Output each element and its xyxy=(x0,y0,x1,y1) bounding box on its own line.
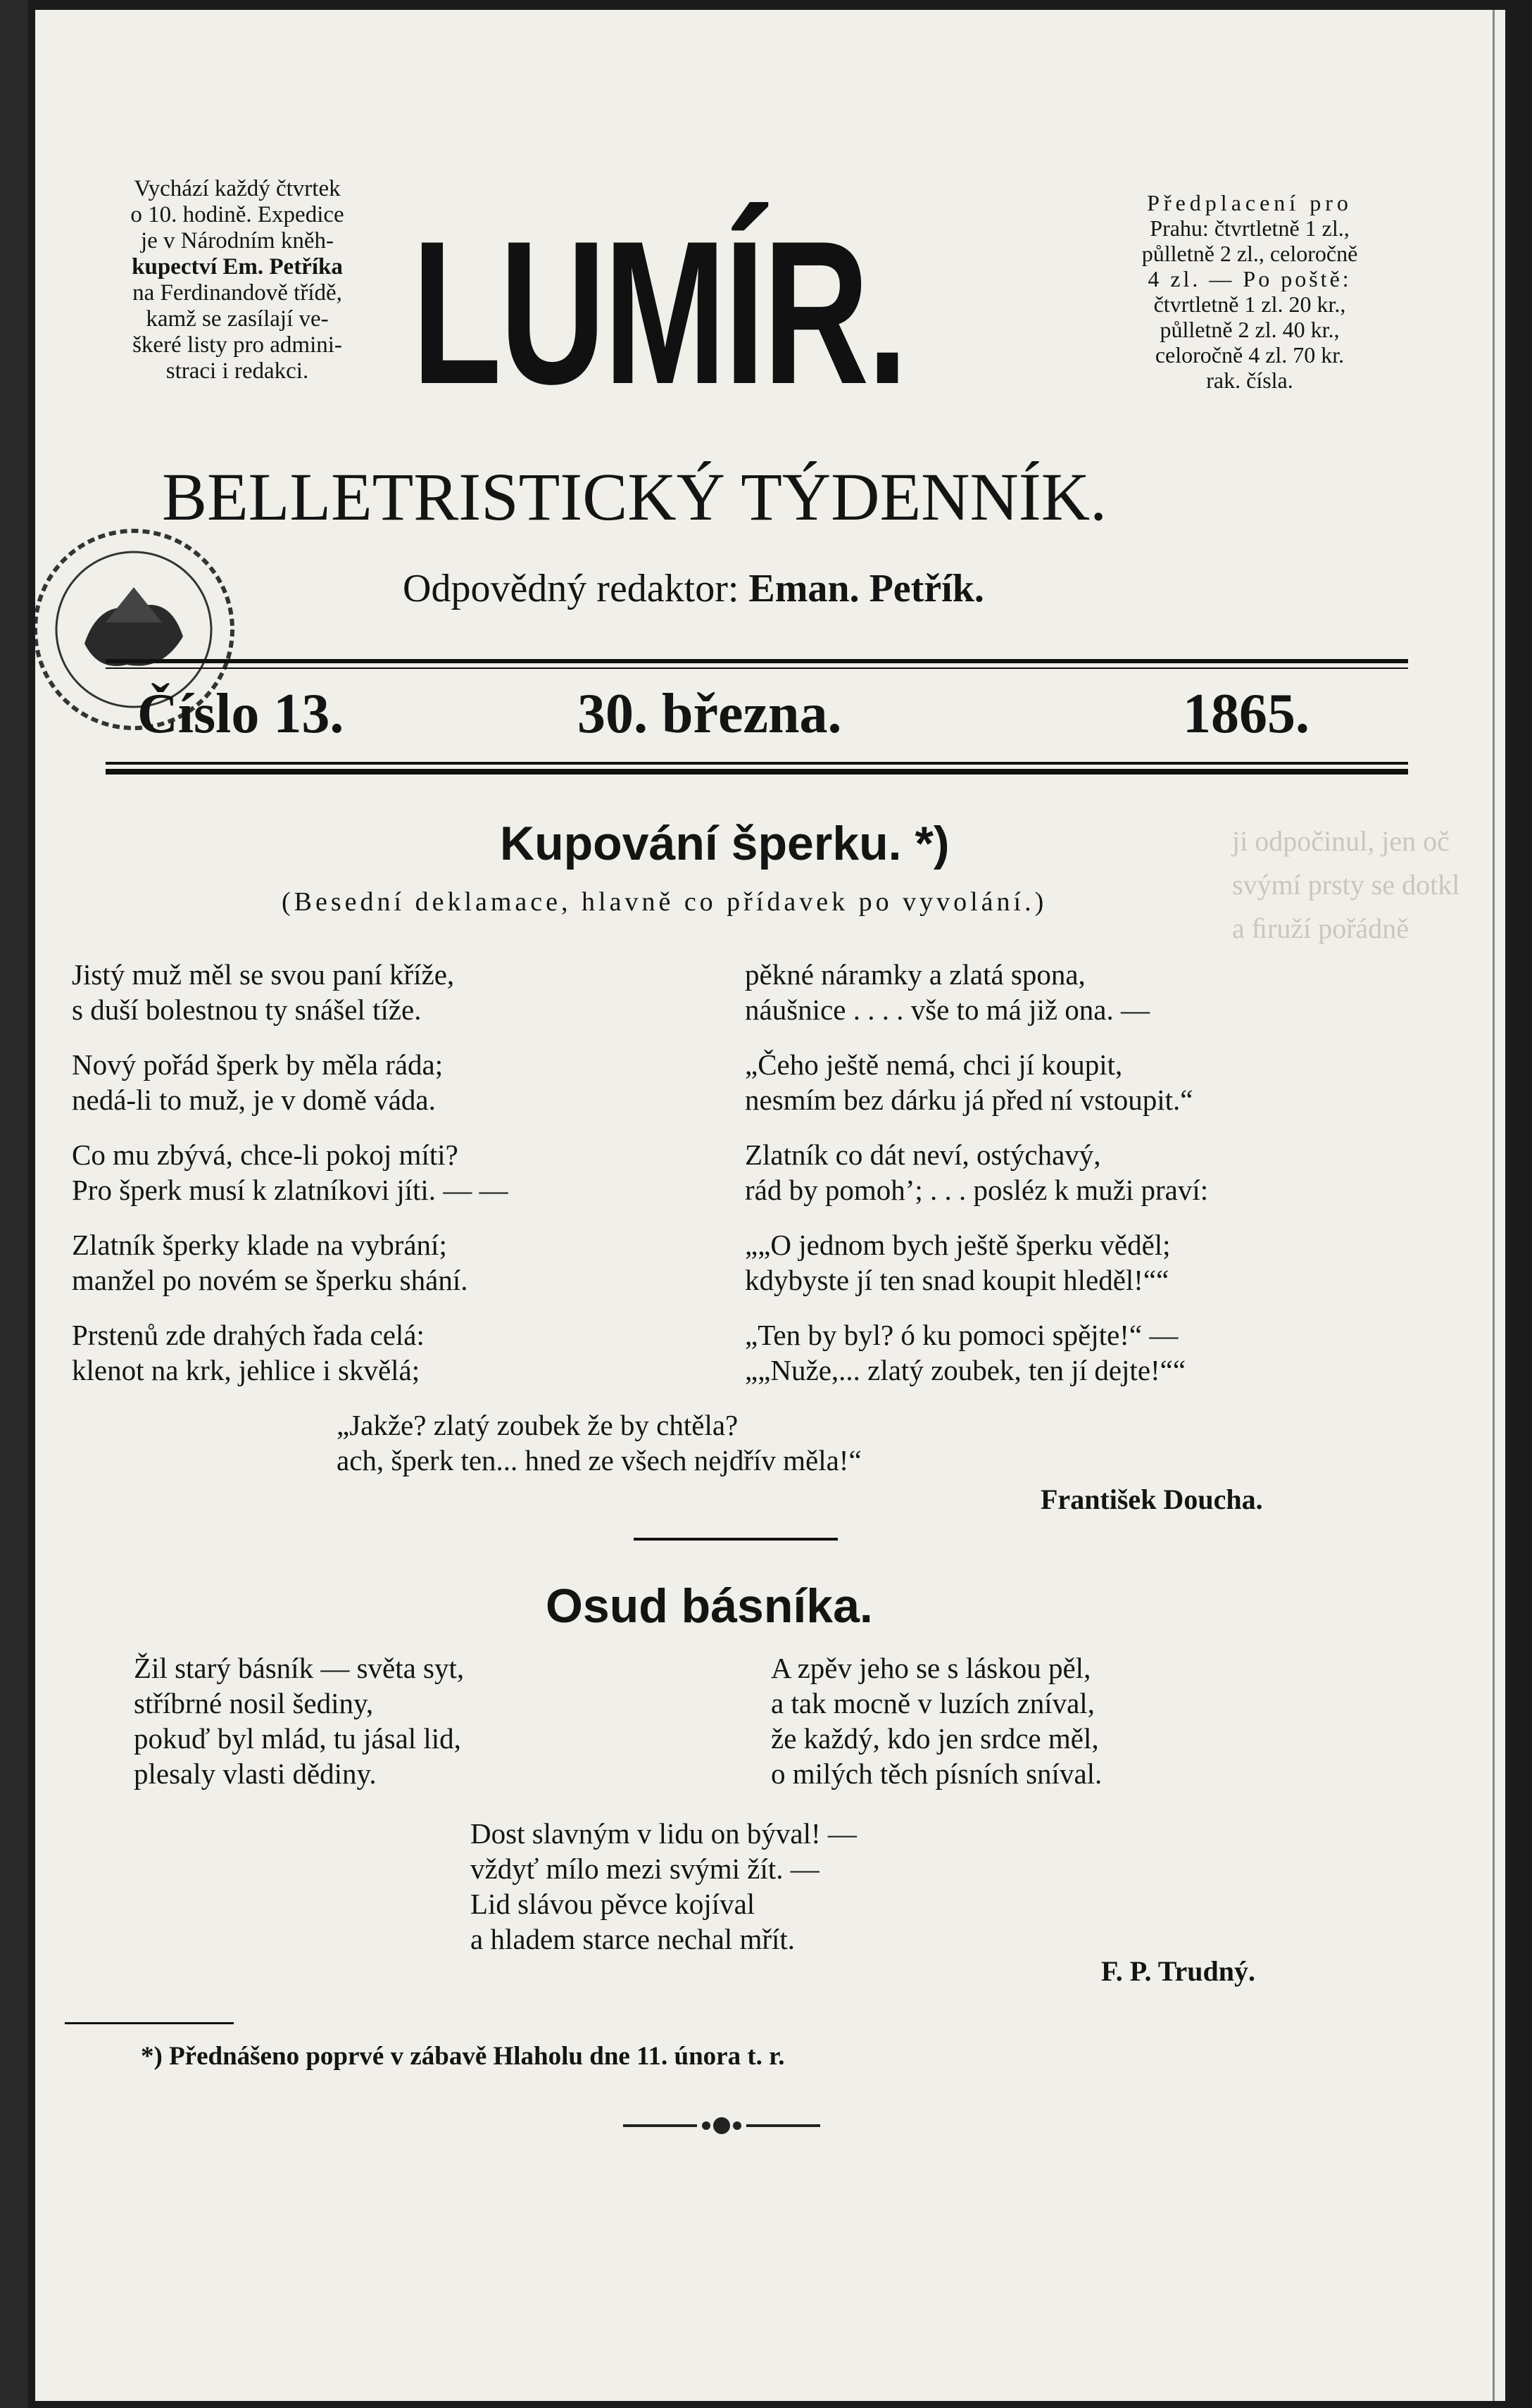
closing-line: ach, šperk ten... hned ze všech nejdřív měla!“ xyxy=(337,1444,862,1476)
info-line: čtvrtletně 1 zl. 20 kr., xyxy=(1153,291,1346,317)
info-line: o 10. hodině. Expedice xyxy=(130,202,344,227)
info-line: škeré listy pro admini- xyxy=(132,332,342,358)
section-divider xyxy=(634,1538,838,1541)
poem1-subtitle: (Besední deklamace, hlavně co přídavek po vyvolání.) xyxy=(282,887,1048,917)
info-line: straci i redakci. xyxy=(165,358,309,384)
verse-line: stříbrné nosil šediny, xyxy=(134,1687,374,1719)
poem2-center-stanza xyxy=(470,1816,857,1957)
info-line: na Ferdinandově třídě, xyxy=(132,280,342,306)
closing-line: „Jakže? zlatý zoubek že by chtěla? xyxy=(337,1409,739,1441)
newspaper-subtitle: BELLETRISTICKÝ TÝDENNÍK. xyxy=(162,459,1107,534)
bleed-through-text: ji odpočinul, jen oč svýmí prsty se dotkl a ﬁruží pořádně xyxy=(1232,825,1460,944)
editor-line xyxy=(403,566,984,611)
info-line: půlletně 2 zl., celoročně xyxy=(1141,241,1358,266)
info-line: rak. čísla. xyxy=(1206,368,1293,393)
subscription-info xyxy=(1077,190,1422,393)
masthead-title: LUMÍR. xyxy=(412,199,906,427)
info-line: celoročně 4 zl. 70 kr. xyxy=(1155,342,1345,368)
divider-bottom xyxy=(106,762,1408,765)
info-line: kupectví Em. Petříka xyxy=(132,254,343,280)
poem1-left-column xyxy=(72,957,508,1407)
stanza: Nový pořád šperk by měla ráda; nedá-li to muž, je v domě váda. xyxy=(72,1048,444,1116)
scan-border xyxy=(0,0,28,2408)
verse-line: že každý, kdo jen srdce měl, xyxy=(771,1722,1099,1755)
issue-date: 30. března. xyxy=(577,683,842,745)
verse-line: plesaly vlasti dědiny. xyxy=(134,1757,377,1790)
issue-year: 1865. xyxy=(1183,683,1310,745)
verse-line: Žil starý básník — světa syt, xyxy=(134,1652,465,1684)
stanza: Zlatník šperky klade na vybrání; manžel po novém se šperku shání. xyxy=(72,1229,468,1296)
issue-number: Číslo 13. xyxy=(137,683,344,745)
poem2-left-column xyxy=(134,1650,464,1791)
stanza: Jistý muž měl se svou paní kříže, s duší bolestnou ty snášel tíže. xyxy=(72,958,455,1026)
ornament-divider-icon xyxy=(623,2115,820,2139)
verse-line: a hladem starce nechal mřít. xyxy=(470,1923,796,1955)
footnote: *) Přednášeno poprvé v zábavě Hlaholu dne 11. února t. r. xyxy=(141,2042,785,2071)
verse-line: vždyť mílo mezi svými žít. — xyxy=(470,1852,820,1885)
info-line: půlletně 2 zl. 40 kr., xyxy=(1160,317,1340,342)
stanza: „Čeho ještě nemá, chci jí koupit, nesmím bez dárku já před ní vstoupit.“ xyxy=(745,1048,1193,1116)
divider-bottom-thick xyxy=(106,769,1408,775)
info-line: je v Národním kněh- xyxy=(140,228,334,253)
editor-label: Odpovědný redaktor: xyxy=(403,567,739,610)
poem1-closing xyxy=(337,1407,862,1478)
stanza: „Ten by byl? ó ku pomoci spějte!“ — „„Nuže,... zlatý zoubek, ten jí dejte!““ xyxy=(745,1319,1186,1386)
stanza: Prstenů zde drahých řada celá: klenot na krk, jehlice i skvělá; xyxy=(72,1319,425,1386)
verse-line: o milých těch písních sníval. xyxy=(771,1757,1103,1790)
info-line: Prahu: čtvrtletně 1 zl., xyxy=(1150,215,1350,241)
stanza: Zlatník co dát neví, ostýchavý, rád by pomoh’; . . . posléz k muži praví: xyxy=(745,1139,1209,1206)
right-column-rule xyxy=(1493,10,1495,2401)
poem2-right-column xyxy=(771,1650,1102,1791)
info-line: 4 zl. — Po poště: xyxy=(1148,266,1352,291)
verse-line: Dost slavným v lidu on býval! — xyxy=(470,1817,857,1850)
publication-info xyxy=(79,176,396,384)
divider-top xyxy=(106,659,1408,663)
stanza: pěkné náramky a zlatá spona, náušnice . . . . vše to má již ona. — xyxy=(745,958,1150,1026)
verse-line: A zpěv jeho se s láskou pěl, xyxy=(771,1652,1091,1684)
info-line: Předplacení pro xyxy=(1147,190,1352,215)
verse-line: a tak mocně v luzích zníval, xyxy=(771,1687,1095,1719)
newspaper-page xyxy=(35,10,1505,2401)
poem1-title: Kupování šperku. *) xyxy=(500,817,950,870)
poem1-author: František Doucha. xyxy=(1041,1484,1263,1515)
stanza: Co mu zbývá, chce-li pokoj míti? Pro šperk musí k zlatníkovi jíti. — — xyxy=(72,1139,508,1206)
verse-line: pokuď byl mlád, tu jásal lid, xyxy=(134,1722,461,1755)
poem1-right-column xyxy=(745,957,1208,1407)
info-line: kamž se zasílají ve- xyxy=(146,306,329,332)
stanza: „„O jednom bych ještě šperku věděl; kdybyste jí ten snad koupit hleděl!““ xyxy=(745,1229,1171,1296)
footnote-rule xyxy=(65,2022,234,2024)
editor-name: Eman. Petřík. xyxy=(748,567,984,610)
info-line: Vychází každý čtvrtek xyxy=(134,176,341,201)
divider-top-thin xyxy=(106,667,1408,669)
poem2-title: Osud básníka. xyxy=(546,1579,873,1633)
verse-line: Lid slávou pěvce kojíval xyxy=(470,1888,755,1920)
poem2-author: F. P. Trudný. xyxy=(1101,1955,1256,1987)
